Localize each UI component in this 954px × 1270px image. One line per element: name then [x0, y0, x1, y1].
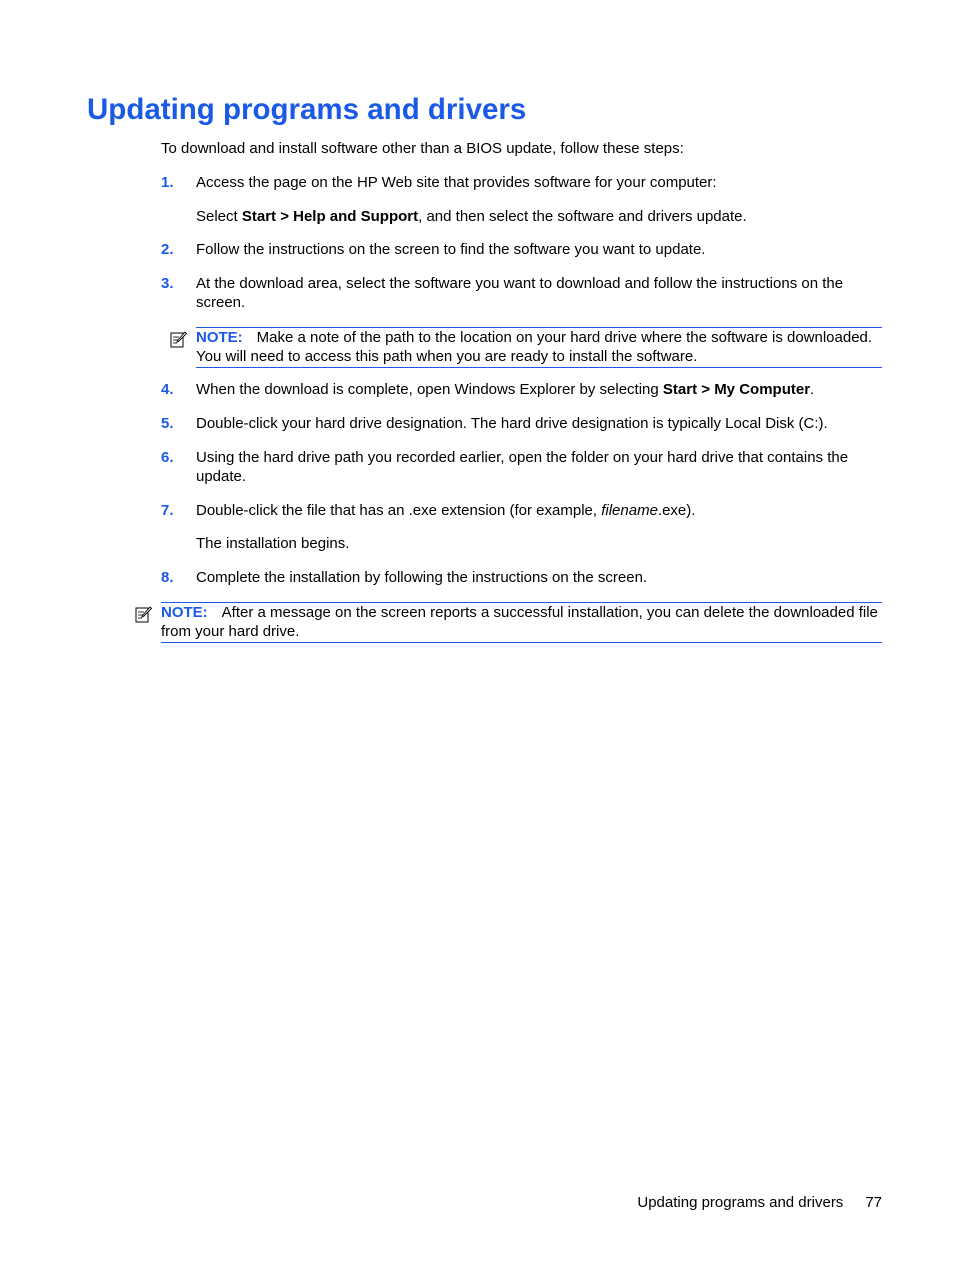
step-number: 1. [161, 174, 174, 191]
step-text: Double-click the file that has an .exe extension (for example, filename.exe). [196, 502, 696, 519]
note-box [161, 602, 882, 643]
page-title: Updating programs and drivers [87, 93, 527, 126]
note-icon [170, 331, 187, 348]
step-number: 3. [161, 275, 174, 292]
step-text: Using the hard drive path you recorded earlier, open the folder on your hard drive that contains the update. [196, 449, 849, 485]
note-text: After a message on the screen reports a successful installation, you can delete the downloaded file from your hard drive. [161, 604, 878, 640]
menu-path: Start > My Computer [662, 381, 811, 398]
step-number: 6. [161, 449, 174, 466]
step-text: Access the page on the HP Web site that provides software for your computer: [196, 174, 717, 191]
filename-placeholder: filename [601, 502, 658, 519]
page-number: 77 [865, 1194, 882, 1211]
step-number: 8. [161, 569, 174, 586]
menu-path: Start > Help and Support [241, 208, 419, 225]
page-footer [637, 1193, 882, 1212]
step-text: Double-click your hard drive designation. The hard drive designation is typically Local Disk (C:). [196, 415, 828, 432]
note-label: NOTE: [196, 329, 243, 346]
intro-text: To download and install software other than a BIOS update, follow these steps: [161, 140, 684, 157]
step-1-subtext: Select Start > Help and Support, and then select the software and drivers update. [196, 208, 747, 225]
step-text: Complete the installation by following the instructions on the screen. [196, 569, 648, 586]
step-text: At the download area, select the software you want to download and follow the instructions on the screen. [196, 275, 844, 311]
step-number: 4. [161, 381, 174, 398]
step-text: When the download is complete, open Windows Explorer by selecting Start > My Computer. [196, 381, 815, 398]
step-text: Follow the instructions on the screen to find the software you want to update. [196, 241, 706, 258]
note-label: NOTE: [161, 604, 208, 621]
step-number: 7. [161, 502, 174, 519]
footer-section-title: Updating programs and drivers [637, 1194, 844, 1211]
note-icon [135, 606, 152, 623]
step-number: 5. [161, 415, 174, 432]
note-text: Make a note of the path to the location on your hard drive where the software is downloaded. You will need to access this path when you are ready to install the software. [196, 329, 873, 365]
step-number: 2. [161, 241, 174, 258]
step-7-subtext: The installation begins. [196, 535, 350, 552]
note-box [196, 327, 882, 368]
